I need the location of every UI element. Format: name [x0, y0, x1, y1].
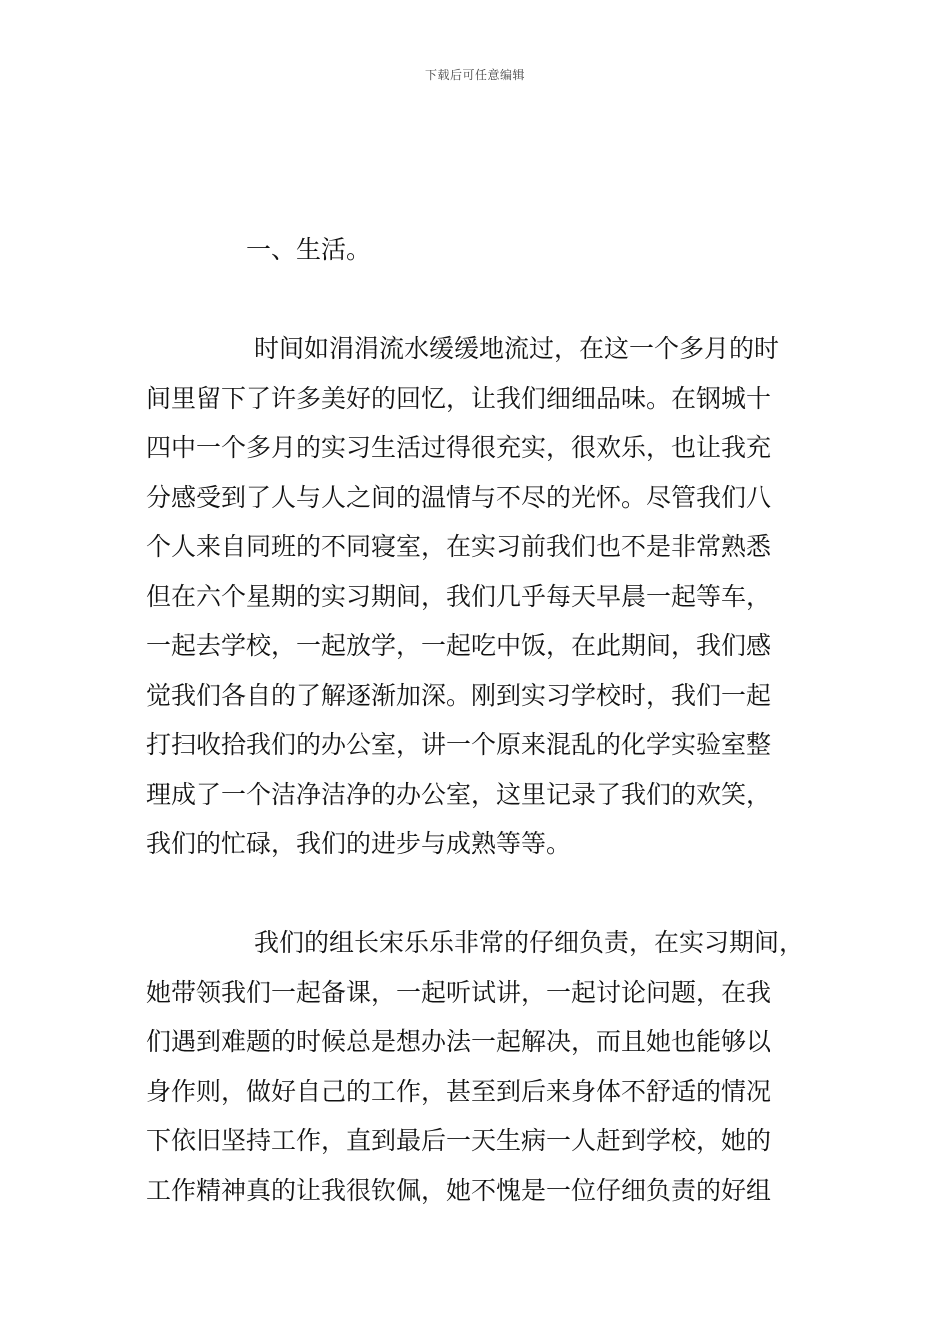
paragraph-line: 时间如涓涓流水缓缓地流过，在这一个多月的时 [254, 334, 780, 363]
paragraph-line: 理成了一个洁净洁净的办公室，这里记录了我们的欢笑， [146, 779, 772, 809]
paragraph-line: 打扫收拾我们的办公室，讲一个原来混乱的化学实验室整 [146, 730, 772, 759]
paragraph-line: 我们的组长宋乐乐非常的仔细负责，在实习期间， [254, 928, 805, 957]
paragraph-life-2 [146, 925, 826, 1222]
paragraph-line: 一起去学校，一起放学，一起吃中饭，在此期间，我们感 [146, 631, 772, 660]
paragraph-life-1 [146, 331, 826, 876]
section-heading: 一、生活。 [246, 235, 372, 264]
paragraph-line: 间里留下了许多美好的回忆，让我们细细品味。在钢城十 [146, 383, 772, 413]
paragraph-line: 们遇到难题的时候总是想办法一起解决，而且她也能够以 [146, 1027, 772, 1056]
paragraph-line: 下依旧坚持工作，直到最后一天生病一人赶到学校，她的 [146, 1126, 772, 1155]
paragraph-line: 我们的忙碌，我们的进步与成熟等等。 [146, 829, 572, 858]
paragraph-line: 分感受到了人与人之间的温情与不尽的光怀。尽管我们八 [146, 482, 772, 512]
header-note: 下载后可任意编辑 [424, 68, 525, 82]
paragraph-line: 四中一个多月的实习生活过得很充实，很欢乐，也让我充 [146, 433, 772, 462]
paragraph-line: 但在六个星期的实习期间，我们几乎每天早晨一起等车， [146, 581, 772, 611]
paragraph-line: 她带领我们一起备课，一起听试讲，一起讨论问题，在我 [146, 977, 772, 1007]
paragraph-line: 个人来自同班的不同寝室，在实习前我们也不是非常熟悉 [146, 532, 772, 561]
paragraph-line: 工作精神真的让我很钦佩，她不愧是一位仔细负责的好组 [146, 1175, 772, 1205]
paragraph-line: 身作则，做好自己的工作，甚至到后来身体不舒适的情况 [146, 1076, 772, 1106]
paragraph-line: 觉我们各自的了解逐渐加深。刚到实习学校时，我们一起 [146, 680, 772, 710]
